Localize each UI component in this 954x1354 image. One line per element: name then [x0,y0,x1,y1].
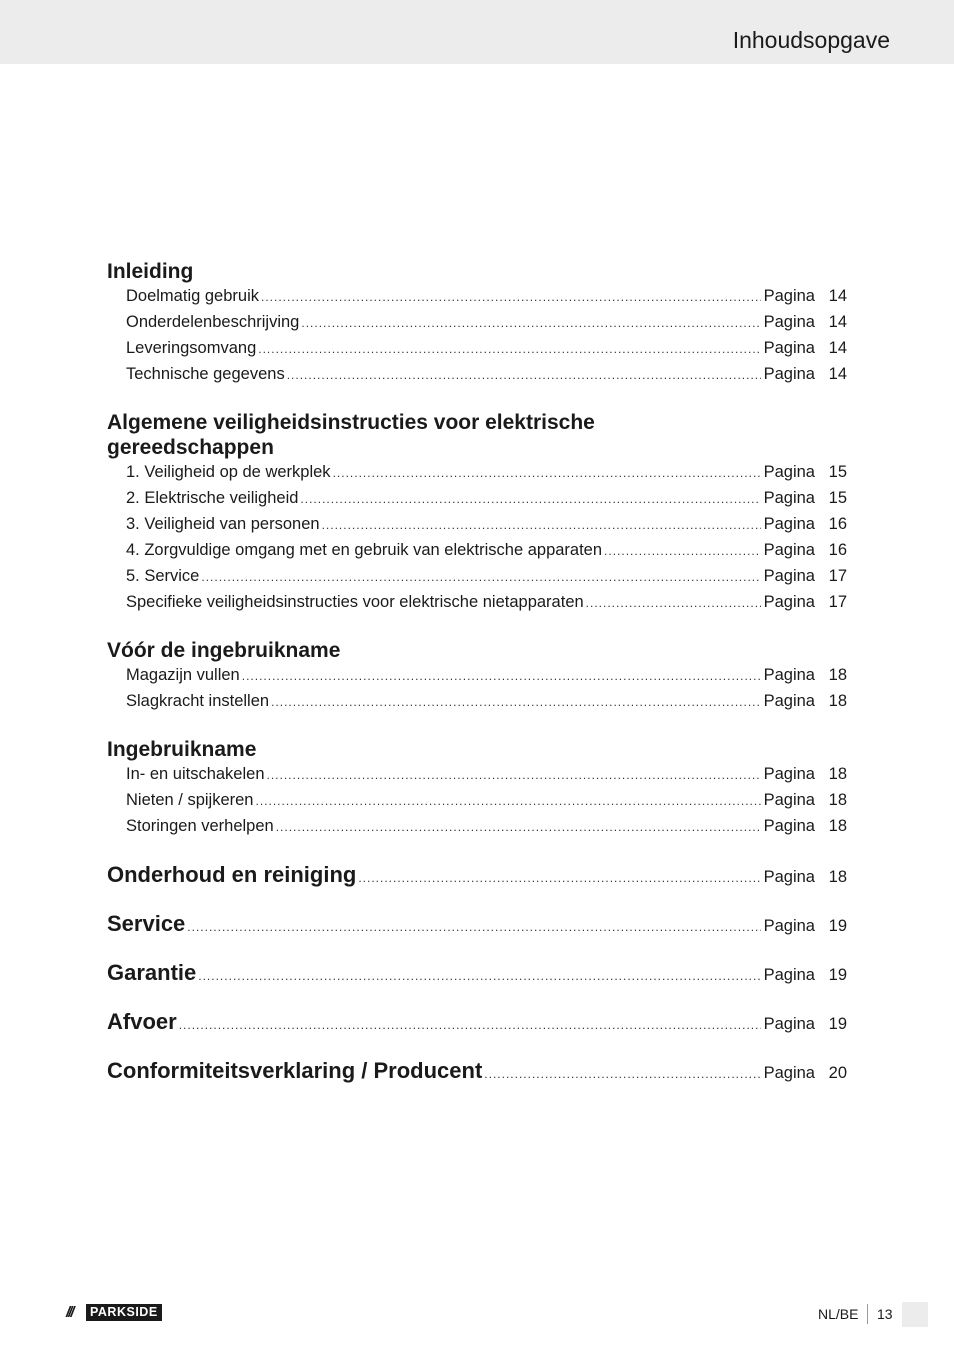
entry-page: Pagina 19 [763,966,847,984]
dot-leader [604,539,761,564]
dot-leader [187,920,760,934]
entry-label: 2. Elektrische veiligheid [126,489,299,507]
entry-page: Pagina 18 [763,765,847,783]
toc-entry[interactable] [107,663,847,689]
entry-label: Doelmatig gebruik [126,287,259,305]
dot-leader [258,337,760,362]
entry-label: 3. Veiligheid van personen [126,515,320,533]
entry-label: Magazijn vullen [126,666,240,684]
parkside-logo [66,1304,177,1321]
entry-label: Leveringsomvang [126,339,257,357]
entry-label: 5. Service [126,567,200,585]
entry-page: Pagina 18 [763,666,847,684]
section-title: Vóór de ingebruikname [107,639,341,662]
dot-leader [261,285,761,310]
toc-entry[interactable] [107,362,847,388]
section-title: Onderhoud en reiniging [107,862,357,887]
entry-label: Storingen verhelpen [126,817,274,835]
dot-leader [198,969,760,983]
entry-page: Pagina 16 [763,515,847,533]
entry-label: Onderdelenbeschrijving [126,313,300,331]
entry-page: Pagina 18 [763,791,847,809]
dot-leader [276,815,761,840]
entry-label: Nieten / spijkeren [126,791,254,809]
entry-page: Pagina 20 [763,1064,847,1082]
toc-section-use [107,737,847,840]
dot-leader [358,871,760,885]
toc-entry[interactable] [107,460,847,486]
page-number: 13 [877,1306,893,1322]
dot-leader [484,1067,760,1081]
entry-page: Pagina 19 [763,1015,847,1033]
toc-entry[interactable] [107,564,847,590]
dot-leader [322,513,761,538]
language-code: NL/BE [818,1306,859,1322]
entry-label: Technische gegevens [126,365,285,383]
entry-page: Pagina 15 [763,463,847,481]
dot-leader [242,664,761,689]
section-title: Afvoer [107,1009,177,1034]
section-title: Service [107,911,186,936]
entry-label: 4. Zorgvuldige omgang met en gebruik van elektrische apparaten [126,541,603,559]
logo-slashes: /// [66,1304,73,1321]
section-title: Conformiteitsverklaring / Producent [107,1058,483,1083]
toc-main-entry[interactable] [107,960,847,985]
entry-page: Pagina 16 [763,541,847,559]
toc-main-entry[interactable] [107,862,847,887]
entry-label: Specifieke veiligheidsinstructies voor elektrische nietapparaten [126,593,584,611]
entry-page: Pagina 14 [763,313,847,331]
table-of-contents [107,259,847,1107]
footer-divider [867,1304,868,1324]
toc-entry[interactable] [107,788,847,814]
toc-entry[interactable] [107,512,847,538]
toc-entry[interactable] [107,336,847,362]
toc-main-entry[interactable] [107,1009,847,1034]
toc-entry[interactable] [107,814,847,840]
dot-leader [333,461,761,486]
entry-page: Pagina 17 [763,567,847,585]
toc-entry[interactable] [107,486,847,512]
entry-label: 1. Veiligheid op de werkplek [126,463,331,481]
toc-entry[interactable] [107,538,847,564]
dot-leader [301,311,760,336]
entry-page: Pagina 15 [763,489,847,507]
section-title: Inleiding [107,260,194,283]
entry-page: Pagina 17 [763,593,847,611]
section-title: Garantie [107,960,197,985]
dot-leader [255,789,760,814]
entry-page: Pagina 14 [763,339,847,357]
toc-entry[interactable] [107,590,847,616]
page-tab-marker [902,1302,928,1327]
toc-main-entry[interactable] [107,911,847,936]
toc-section-inleiding [107,259,847,388]
toc-entry[interactable] [107,762,847,788]
entry-label: In- en uitschakelen [126,765,265,783]
toc-entry[interactable] [107,689,847,715]
entry-label: Slagkracht instellen [126,692,270,710]
section-title: Algemene veiligheidsinstructies voor elektrische gereedschappen [107,411,595,459]
dot-leader [179,1018,761,1032]
dot-leader [300,487,760,512]
section-title: Ingebruikname [107,738,257,761]
toc-section-before-use [107,638,847,715]
dot-leader [586,591,761,616]
logo-text: PARKSIDE [86,1304,162,1321]
dot-leader [287,363,761,388]
toc-section-safety [107,410,847,616]
entry-page: Pagina 18 [763,817,847,835]
dot-leader [271,690,761,715]
entry-page: Pagina 19 [763,917,847,935]
entry-page: Pagina 14 [763,287,847,305]
entry-page: Pagina 18 [763,692,847,710]
dot-leader [267,763,761,788]
entry-page: Pagina 18 [763,868,847,886]
dot-leader [201,565,760,590]
toc-entry[interactable] [107,284,847,310]
toc-main-entry[interactable] [107,1058,847,1083]
toc-entry[interactable] [107,310,847,336]
entry-page: Pagina 14 [763,365,847,383]
page-title: Inhoudsopgave [732,27,890,53]
